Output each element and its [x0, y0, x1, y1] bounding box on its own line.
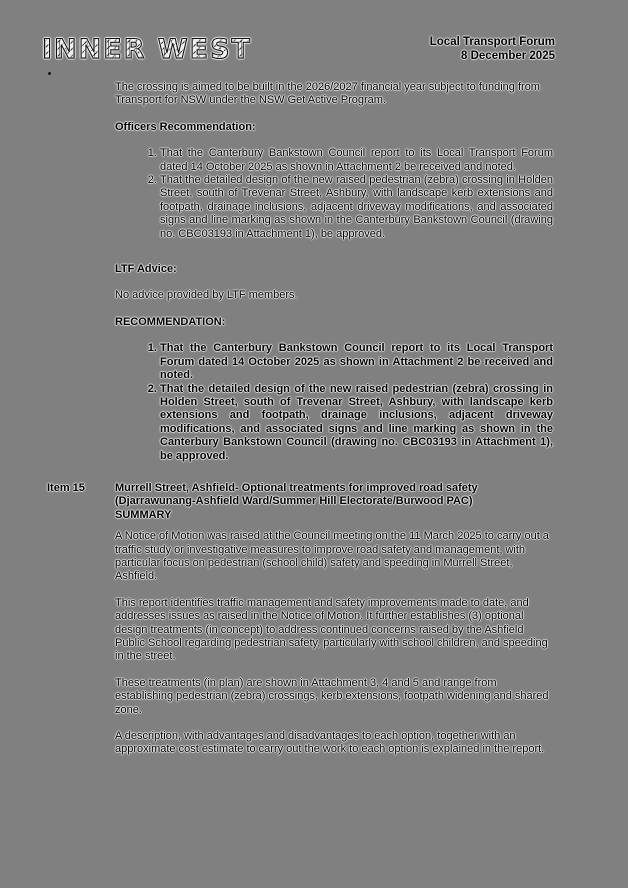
item15-section [47, 482, 553, 770]
item15-heading-block [115, 482, 553, 522]
list-item: 2. That the detailed design of the new raised pedestrian (zebra) crossing in Holden Street, south of Trevenar Street, Ashbury, with landscape kerb extensions and footpath, drainage inclusions, adjacent driveway modifications, and associated signs and line marking as shown in the Canterbury Bankstown Council (drawing no. CBC03193 in Attachment 1), be approved. [160, 383, 553, 463]
officers-recommendation-list [115, 147, 553, 241]
item15-body [115, 482, 553, 770]
summary-paragraph: These treatments (in plan) are shown in Attachment 3, 4 and 5 and range from establishing pedestrian (zebra) crossings, kerb extensions, footpath widening and shared zone. [115, 676, 549, 716]
ltf-advice-text: No advice provided by LTF members. [115, 289, 298, 302]
stray-mark [48, 72, 51, 75]
summary-paragraph: A description, with advantages and disadvantages to each option, together with an approximate cost estimate to carry out the work to each option is explained in the report. [115, 730, 545, 756]
ltf-advice-heading: LTF Advice: [115, 263, 177, 276]
recommendation-list [115, 342, 553, 463]
content [47, 81, 553, 770]
summary-paragraph: A Notice of Motion was raised at the Council meeting on the 11 March 2025 to carry out a traffic study or investigative measures to improve road safety and management, with particular focus on pedestrian (school child) safety and speeding in Murrell Street, Ashfield. [115, 530, 549, 583]
item15-label: Item 15 [47, 481, 85, 494]
recommendation-heading: RECOMMENDATION: [115, 315, 226, 328]
list-item: 2. That the detailed design of the new raised pedestrian (zebra) crossing in Holden Street, south of Trevenar Street, Ashbury, with landscape kerb extensions and footpath, drainage inclusions, adjacent driveway modifications, and associated signs and line marking as shown in the Canterbury Bankstown Council (drawing no. CBC03193 in Attachment 1), be approved. [160, 174, 553, 241]
inner-west-logo-art [42, 30, 252, 68]
forum-date: 8 December 2025 [461, 50, 555, 62]
item15-subtitle: (Djarrawunang-Ashfield Ward/Summer Hill Electorate/Burwood PAC) [115, 495, 473, 508]
summary-heading: SUMMARY [115, 508, 172, 521]
inner-west-logo [42, 30, 252, 73]
list-item: 1. That the Canterbury Bankstown Council report to its Local Transport Forum dated 14 October 2025 as shown in Attachment 2 be received and noted. [160, 342, 553, 382]
list-item: 1. That the Canterbury Bankstown Council report to its Local Transport Forum dated 14 October 2025 as shown in Attachment 2 be received and noted. [160, 147, 553, 174]
forum-title: Local Transport Forum [429, 36, 555, 48]
header-meta [430, 35, 555, 63]
officers-recommendation-heading: Officers Recommendation: [115, 120, 256, 133]
intro-paragraph: The crossing is aimed to be built in the 2026/2027 financial year subject to funding from Transport for NSW under the NSW Get Active Program. [115, 81, 540, 107]
logo-text: INNER WEST [42, 34, 252, 65]
item15-title: Murrell Street, Ashfield- Optional treatments for improved road safety [115, 481, 478, 494]
summary-paragraph: This report identifies traffic management and safety improvements made to date, and addresses issues as raised in the Notice of Motion. It further establishes (3) optional design treatments (in concept) to address continued concerns raised by the Ashfield Public School regarding pedestrian safety, particularly with school children, and speeding in the street. [115, 596, 548, 663]
